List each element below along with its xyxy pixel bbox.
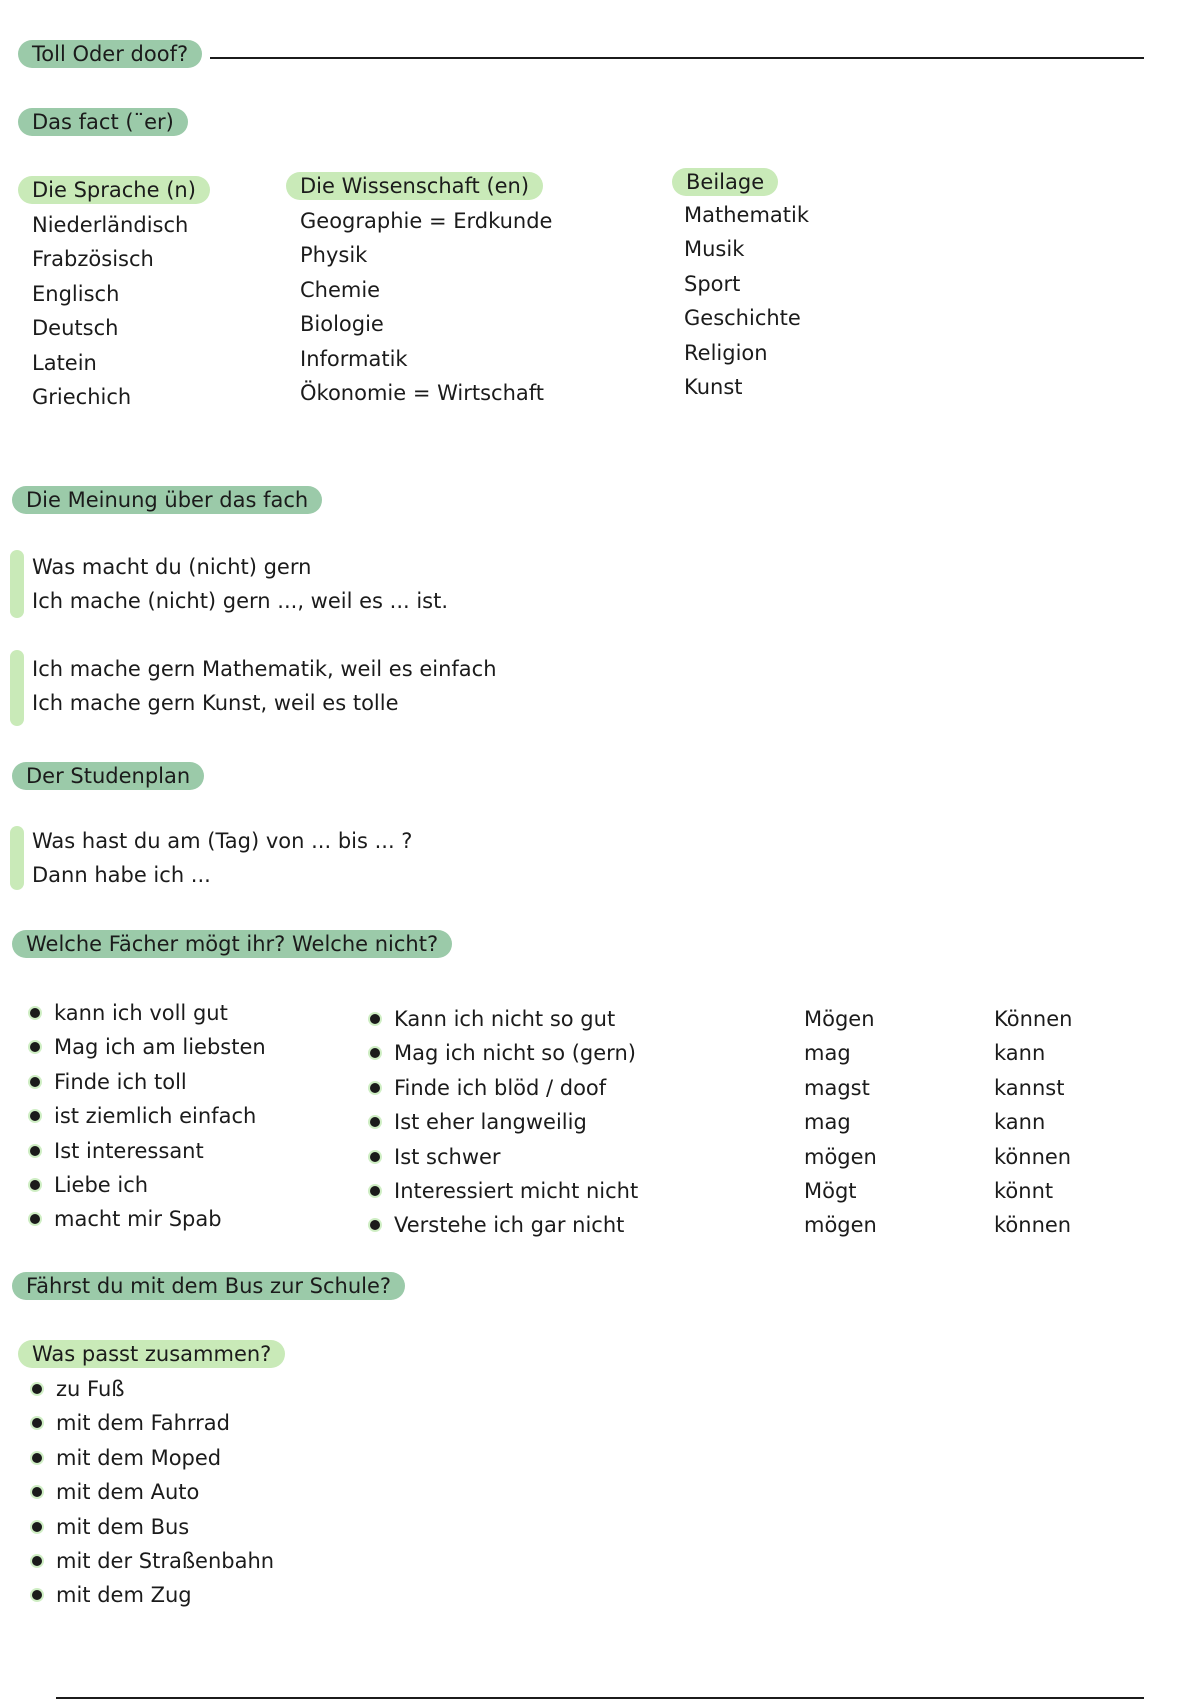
bullet-icon	[32, 1522, 42, 1532]
list-item: Physik	[300, 243, 368, 268]
list-item: Englisch	[32, 281, 120, 306]
meinung-heading: Die Meinung über das fach	[12, 486, 322, 514]
beilage-heading-wrap	[672, 168, 778, 196]
bullet-icon	[30, 1146, 40, 1156]
sprache-heading-wrap	[18, 176, 210, 204]
list-item: Informatik	[300, 346, 408, 371]
list-item: Geschichte	[684, 306, 801, 331]
list-item: Ökonomie = Wirtschaft	[300, 380, 545, 405]
bullet-icon	[370, 1014, 380, 1024]
list-item: Mag ich nicht so (gern)	[368, 1036, 638, 1070]
list-item: ist ziemlich einfach	[28, 1099, 266, 1133]
meinung-example-2: Ich mache gern Kunst, weil es tolle	[32, 691, 399, 715]
list-item: Chemie	[300, 277, 381, 302]
bullet-icon	[370, 1220, 380, 1230]
verb-form: mögen	[804, 1144, 877, 1169]
bus-heading-wrap	[12, 1272, 405, 1300]
list-item: kann ich voll gut	[28, 996, 266, 1030]
stundenplan-heading: Der Studenplan	[12, 762, 204, 790]
list-item: Kunst	[684, 374, 743, 399]
list-item: mit dem Moped	[30, 1441, 274, 1475]
negative-list	[368, 1002, 638, 1243]
meinung-answer-pattern: Ich mache (nicht) gern ..., weil es ... ist.	[32, 589, 449, 613]
fach-heading: Das fact (¨er)	[18, 108, 188, 136]
bullet-icon	[32, 1418, 42, 1428]
positive-list	[28, 996, 266, 1237]
bullet-icon	[32, 1556, 42, 1566]
list-item: Latein	[32, 350, 97, 375]
stundenplan-answer: Dann habe ich ...	[32, 863, 211, 887]
list-item: Mag ich am liebsten	[28, 1030, 266, 1064]
verb-form: kannst	[994, 1075, 1065, 1100]
bullet-icon	[30, 1008, 40, 1018]
list-item: Finde ich toll	[28, 1065, 266, 1099]
bullet-icon	[30, 1042, 40, 1052]
bullet-icon	[370, 1048, 380, 1058]
verb-form: kann	[994, 1110, 1046, 1135]
wissenschaft-list	[300, 204, 552, 410]
quote-bar	[10, 650, 24, 726]
list-item: mit der Straßenbahn	[30, 1544, 274, 1578]
verb-form: kann	[994, 1041, 1046, 1066]
list-item: Ist schwer	[368, 1140, 638, 1174]
verb-form: können	[994, 1144, 1072, 1169]
list-item: zu Fuß	[30, 1372, 274, 1406]
list-item: mit dem Bus	[30, 1510, 274, 1544]
bullet-icon	[30, 1077, 40, 1087]
list-item: Verstehe ich gar nicht	[368, 1208, 638, 1242]
wissenschaft-heading-wrap	[286, 172, 543, 200]
list-item: Geographie = Erdkunde	[300, 209, 553, 233]
sprache-heading: Die Sprache (n)	[18, 176, 210, 204]
quote-bar	[10, 826, 24, 890]
bullet-icon	[30, 1111, 40, 1121]
faecher-heading-wrap	[12, 930, 452, 958]
quote-bar	[10, 550, 24, 618]
list-item: Musik	[684, 237, 745, 262]
list-item: Interessiert micht nicht	[368, 1174, 638, 1208]
verb-form: magst	[804, 1075, 870, 1100]
list-item: Finde ich blöd / doof	[368, 1071, 638, 1105]
verb-form: können	[994, 1213, 1072, 1238]
bus-subheading: Was passt zusammen?	[18, 1340, 285, 1368]
list-item: Ist eher langweilig	[368, 1105, 638, 1139]
bullet-icon	[370, 1186, 380, 1196]
beilage-heading: Beilage	[672, 168, 778, 196]
verb-form: mag	[804, 1110, 851, 1135]
wissenschaft-heading: Die Wissenschaft (en)	[286, 172, 543, 200]
bullet-icon	[32, 1453, 42, 1463]
verb-form: Können	[994, 1007, 1073, 1031]
transport-list	[30, 1372, 274, 1613]
beilage-list	[684, 198, 809, 404]
list-item: Frabzösisch	[32, 247, 154, 272]
meinung-heading-wrap	[12, 486, 322, 514]
bullet-icon	[370, 1083, 380, 1093]
list-item: macht mir Spab	[28, 1202, 266, 1236]
koennen-conjugation	[994, 1002, 1072, 1243]
meinung-example-1: Ich mache gern Mathematik, weil es einfach	[32, 657, 497, 681]
stundenplan-heading-wrap	[12, 762, 204, 790]
meinung-question: Was macht du (nicht) gern	[32, 555, 312, 579]
sprache-list	[32, 208, 188, 414]
bus-subheading-wrap	[18, 1340, 285, 1368]
fach-heading-wrap	[18, 108, 188, 136]
bullet-icon	[32, 1590, 42, 1600]
list-item: Biologie	[300, 312, 384, 337]
list-item: Mathematik	[684, 203, 810, 227]
bullet-icon	[30, 1180, 40, 1190]
list-item: mit dem Auto	[30, 1475, 274, 1509]
list-item: Religion	[684, 340, 768, 365]
page-title-highlight	[18, 40, 202, 68]
verb-form: könnt	[994, 1178, 1054, 1203]
list-item: mit dem Fahrrad	[30, 1406, 274, 1440]
list-item: Sport	[684, 271, 741, 296]
list-item: Deutsch	[32, 316, 119, 341]
stundenplan-question: Was hast du am (Tag) von ... bis ... ?	[32, 829, 413, 853]
bullet-icon	[32, 1487, 42, 1497]
bullet-icon	[370, 1152, 380, 1162]
bottom-rule	[56, 1697, 1144, 1699]
bullet-icon	[370, 1117, 380, 1127]
bullet-icon	[32, 1384, 42, 1394]
verb-form: Mögt	[804, 1178, 857, 1203]
list-item: mit dem Zug	[30, 1578, 274, 1612]
moegen-conjugation	[804, 1002, 877, 1243]
verb-form: mögen	[804, 1213, 877, 1238]
list-item: Griechich	[32, 384, 132, 409]
page-title: Toll Oder doof?	[18, 40, 202, 68]
verb-form: mag	[804, 1041, 851, 1066]
bus-heading: Fährst du mit dem Bus zur Schule?	[12, 1272, 405, 1300]
list-item: Kann ich nicht so gut	[368, 1002, 638, 1036]
list-item: Ist interessant	[28, 1134, 266, 1168]
faecher-heading: Welche Fächer mögt ihr? Welche nicht?	[12, 930, 452, 958]
bullet-icon	[30, 1214, 40, 1224]
list-item: Liebe ich	[28, 1168, 266, 1202]
list-item: Niederländisch	[32, 213, 189, 237]
verb-form: Mögen	[804, 1007, 875, 1031]
title-rule	[210, 57, 1144, 59]
